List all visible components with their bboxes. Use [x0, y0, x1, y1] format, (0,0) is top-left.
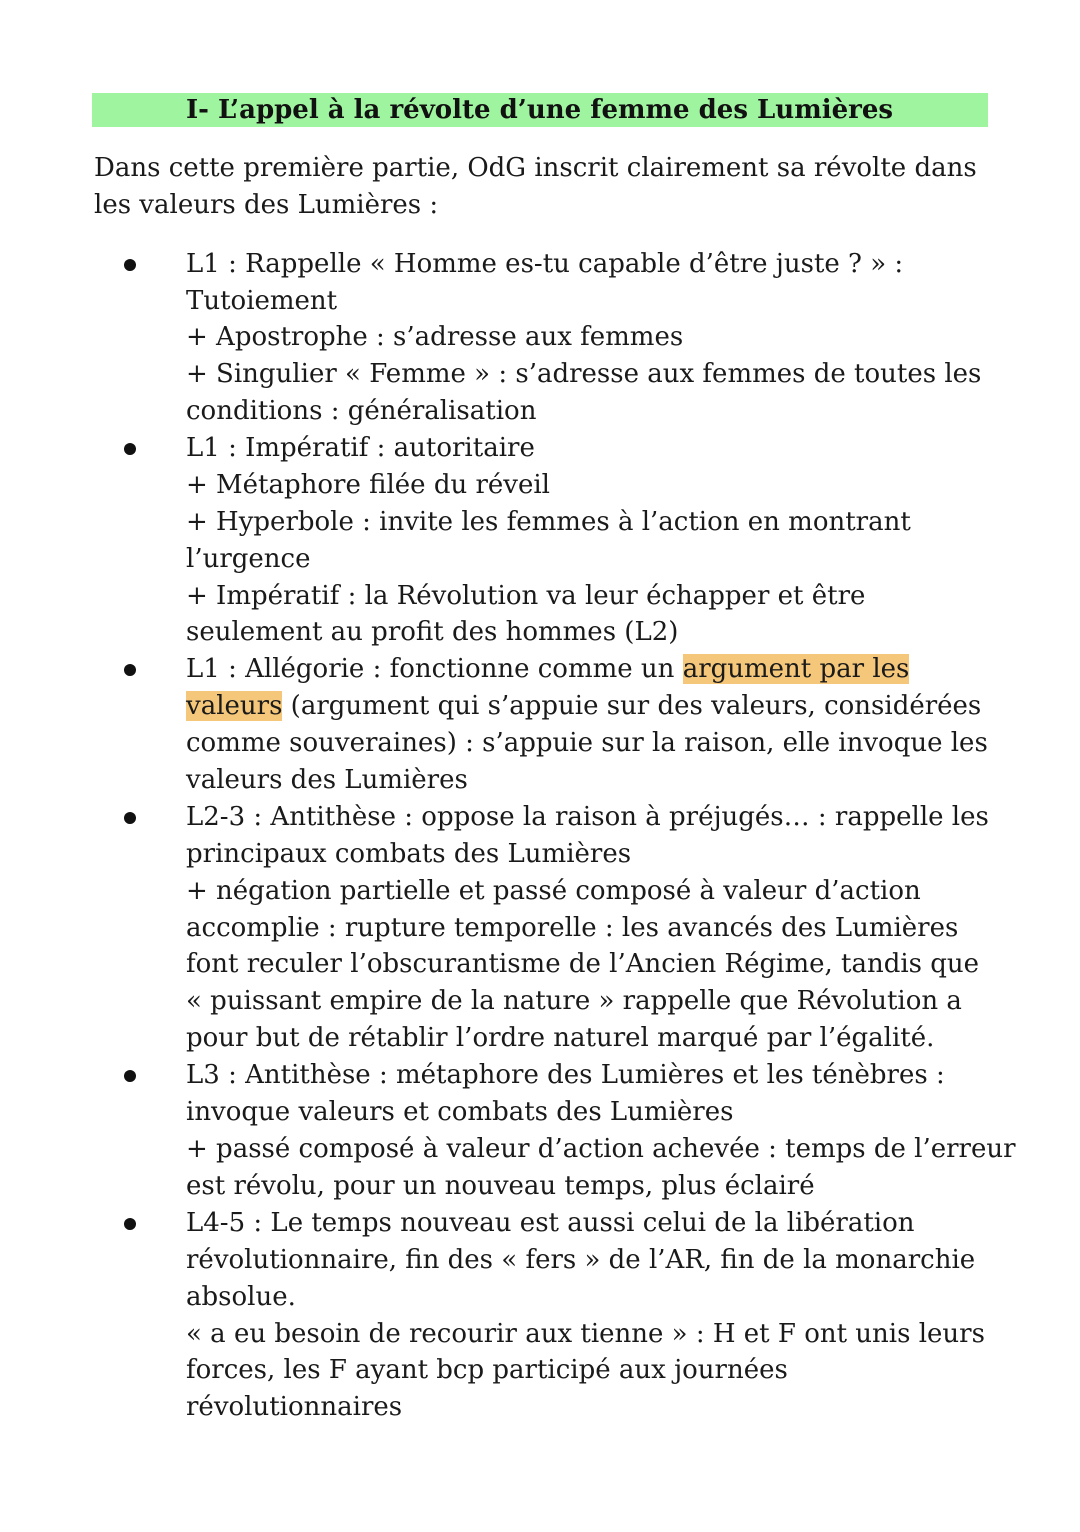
list-item-line: L1 : Rappelle « Homme es-tu capable d’être juste ? » :	[186, 249, 904, 279]
highlighted-text: argument par les	[682, 654, 910, 684]
list-item-text: (argument qui s’appuie sur des valeurs, considérées	[282, 691, 982, 721]
list-item-line: font reculer l’obscurantisme de l’Ancien Régime, tandis que	[186, 949, 980, 979]
section-heading: I- L’appel à la révolte d’une femme des Lumières	[186, 95, 894, 125]
list-item-line: valeurs des Lumières	[186, 765, 468, 795]
list-item-line: L1 : Impératif : autoritaire	[186, 433, 535, 463]
list-item-line: l’urgence	[186, 544, 311, 574]
list-item-text: L1 : Allégorie : fonctionne comme un	[186, 654, 683, 684]
list-item-line: révolutionnaires	[186, 1392, 403, 1422]
bullet-icon	[124, 812, 136, 824]
list-item-line: + Singulier « Femme » : s’adresse aux femmes de toutes les	[186, 359, 982, 389]
list-item-line: accomplie : rupture temporelle : les avancés des Lumières	[186, 913, 959, 943]
list-item-line: invoque valeurs et combats des Lumières	[186, 1097, 734, 1127]
list-item-line: + Métaphore filée du réveil	[186, 470, 550, 500]
list-item-line: L3 : Antithèse : métaphore des Lumières et les ténèbres :	[186, 1060, 945, 1090]
list-item-line: comme souveraines) : s’appuie sur la raison, elle invoque les	[186, 728, 988, 758]
intro-line: les valeurs des Lumières :	[94, 190, 439, 220]
list-item-line: seulement au profit des hommes (L2)	[186, 617, 679, 647]
list-item-line: L2-3 : Antithèse : oppose la raison à préjugés… : rappelle les	[186, 802, 989, 832]
list-item-line: + passé composé à valeur d’action achevée : temps de l’erreur	[186, 1134, 1016, 1164]
list-item-line	[186, 651, 909, 688]
bullet-icon	[124, 664, 136, 676]
list-item-line	[186, 688, 981, 725]
list-item-line: est révolu, pour un nouveau temps, plus éclairé	[186, 1171, 815, 1201]
list-item-line: + Apostrophe : s’adresse aux femmes	[186, 322, 684, 352]
list-item-line: + Hyperbole : invite les femmes à l’action en montrant	[186, 507, 911, 537]
list-item-line: « a eu besoin de recourir aux tienne » : H et F ont unis leurs	[186, 1319, 985, 1349]
list-item-line: forces, les F ayant bcp participé aux journées	[186, 1355, 788, 1385]
list-item-line: Tutoiement	[186, 286, 338, 316]
bullet-icon	[124, 259, 136, 271]
list-item-line: révolutionnaire, fin des « fers » de l’AR, fin de la monarchie	[186, 1245, 976, 1275]
list-item-line: principaux combats des Lumières	[186, 839, 632, 869]
bullet-icon	[124, 1070, 136, 1082]
intro-paragraph	[94, 150, 994, 224]
bullet-icon	[124, 1218, 136, 1230]
intro-line: Dans cette première partie, OdG inscrit clairement sa révolte dans	[94, 153, 977, 183]
highlighted-text: valeurs	[186, 691, 283, 721]
bullet-icon	[124, 443, 136, 455]
list-item-line: conditions : généralisation	[186, 396, 537, 426]
list-item-line: absolue.	[186, 1282, 296, 1312]
list-item-line: L4-5 : Le temps nouveau est aussi celui de la libération	[186, 1208, 915, 1238]
list-item-line: + Impératif : la Révolution va leur échapper et être	[186, 581, 866, 611]
list-item-line: « puissant empire de la nature » rappelle que Révolution a	[186, 986, 962, 1016]
list-item-line: pour but de rétablir l’ordre naturel marqué par l’égalité.	[186, 1023, 935, 1053]
list-item-line: + négation partielle et passé composé à valeur d’action	[186, 876, 921, 906]
